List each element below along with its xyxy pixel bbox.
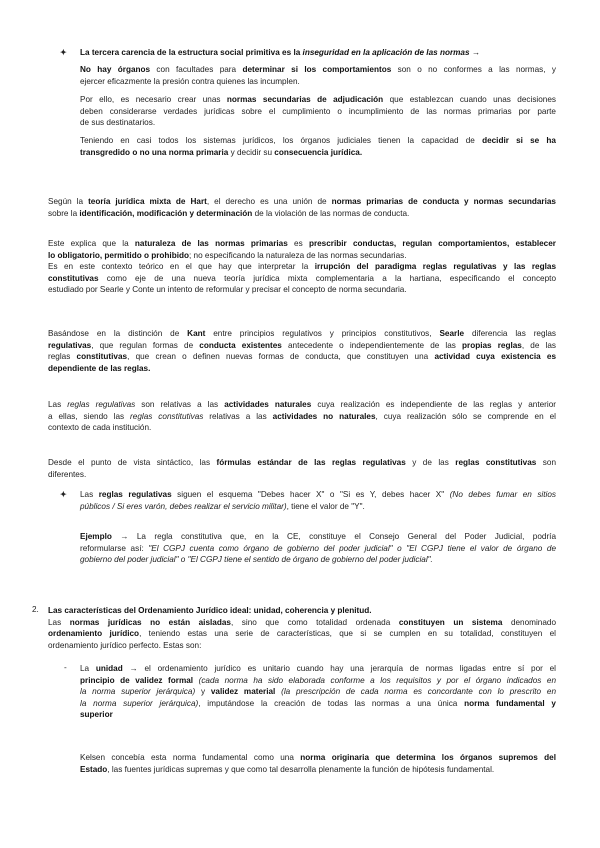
paragraph-kant-searle: Basándose en la distinción de Kant entre principios regulativos y principios constitutivos, Searle diferencia las reglas regulativas, que regulan formas de conducta existentes antecedente o independientemente de las propias reglas, de las reglas constitutivas, que crean o definen nuevas formas de conducta, que constituyen una actividad cuya existencia es dependiente de las reglas. <box>48 329 557 373</box>
paragraph-tercera-carencia <box>80 47 556 59</box>
paragraph-teniendo: Teniendo en casi todos los sistemas jurídicos, los órganos judiciales tienen la capacidad de decidir si se ha transgredido o no una norma primaria y decidir su consecuencia jurídica. <box>80 136 556 157</box>
paragraph-no-hay-organos: No hay órganos con facultades para determinar si los comportamientos son o no conformes a las normas, y ejercer eficazmente la presión contra quienes las incumplen. <box>80 65 556 86</box>
section-title: Las características del Ordenamiento Jurídico ideal: unidad, coherencia y plenitud. <box>48 606 372 615</box>
list-dash: - <box>64 663 67 672</box>
paragraph-reglas: Las reglas regulativas son relativas a las actividades naturales cuya realización es independiente de las reglas y anterior a ellas, siendo las reglas constitutivas relativas a las actividades no naturales, cuya realización sólo se comprende en el contexto de cada institución. <box>48 400 557 433</box>
section-2: Las características del Ordenamiento Jurídico ideal: unidad, coherencia y plenitud. Las normas jurídicas no están aisladas, sino que como totalidad ordenada constituyen un sistema denominado ordenamiento jurídico, teniendo estas una serie de características, que si se cumplen en su totalidad, constituyen el ordenamiento jurídico perfecto. Estas son: <box>48 606 557 650</box>
line: La tercera carencia de la estructura social primitiva es la inseguridad en la aplicación de las normas → <box>80 48 481 57</box>
paragraph-kelsen: Kelsen concebía esta norma fundamental como una norma originaria que determina los órganos supremos del Estado, las fuentes jurídicas supremas y que como tal desarrolla plenamente la función de hipótesis fundamental. <box>80 753 556 774</box>
paragraph-ejemplo: Ejemplo → La regla constitutiva que, en la CE, constituye el Consejo General del Poder Judicial, podría reformularse así: "El CGPJ cuenta como órgano de gobierno del poder judicial" o "El CGPJ tiene el valor de órgano de gobierno del poder judicial" o "El CGPJ tiene el sentido de órgano de gobierno del poder judicial". <box>80 532 557 565</box>
bullet-icon: ✦ <box>60 48 67 57</box>
bullet-icon: ✦ <box>60 490 67 499</box>
paragraph-por-ello: Por ello, es necesario crear unas normas secundarias de adjudicación que establezcan cuando unas decisiones deben considerarse verdades jurídicas sobre el cumplimiento o incumplimiento de las normas primarias por parte de sus destinatarios. <box>80 95 556 128</box>
paragraph-sintactico: Desde el punto de vista sintáctico, las fórmulas estándar de las reglas regulativas y de las reglas constitutivas son diferentes. <box>48 458 556 479</box>
list-item-unidad: La unidad → el ordenamiento jurídico es unitario cuando hay una jerarquía de normas ligadas entre sí por el principio de validez formal (cada norma ha sido elaborada conforme a los requisitos y por el órgano indicados en la norma superior jerárquica) y validez material (la prescripción de cada norma es concordante con lo prescrito en la norma superior jerárquica), imputándose la creación de todas las normas a una única norma fundamental y superior <box>80 664 556 720</box>
paragraph-explica: Este explica que la naturaleza de las normas primarias es prescribir conductas, regulan comportamientos, establecer lo obligatorio, permitido o prohibido; no especificando la naturaleza de las normas secundarias. Es en este contexto teórico en el que hay que interpretar la irrupción del paradigma reglas regulativas y las reglas constitutivas como eje de una nueva teoría jurídica mixta complementaria a la hartiana, especificando el concepto estudiado por Searle y Conte un intento de reformular y precisar el concepto de norma secundaria. <box>48 239 556 295</box>
paragraph-hart: Según la teoría jurídica mixta de Hart, el derecho es una unión de normas primarias de conducta y normas secundarias sobre la identificación, modificación y determinación de la violación de las normas de conducta. <box>48 197 556 218</box>
section-number: 2. <box>32 605 39 614</box>
bullet-reglas-regulativas: Las reglas regulativas siguen el esquema "Debes hacer X" o "Si es Y, debes hacer X" (No debes fumar en sitios públicos / Si eres varón, debes realizar el servicio militar), tiene el valor de "Y". <box>80 490 556 511</box>
